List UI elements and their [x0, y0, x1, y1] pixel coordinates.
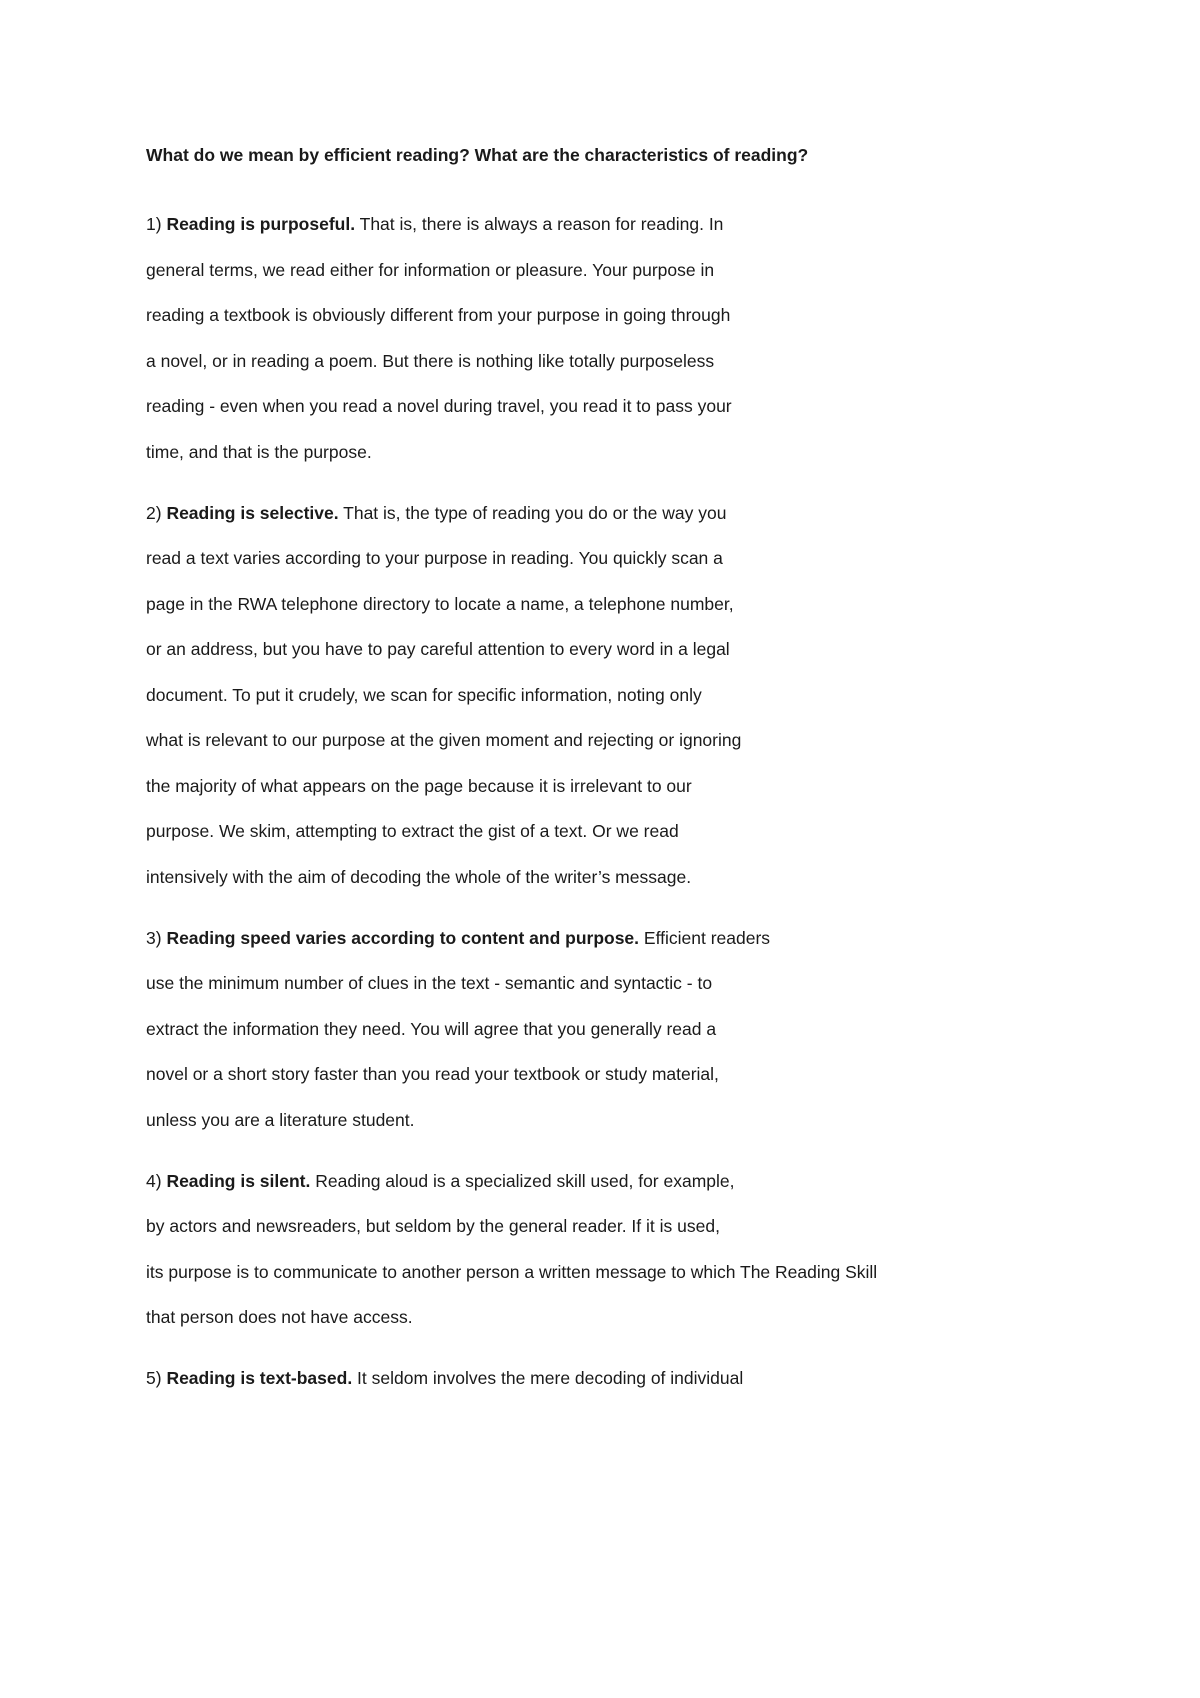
section-3-title: Reading speed varies according to content and purpose.	[166, 927, 640, 948]
section-2-line-1	[146, 502, 1046, 524]
section-4-line-4: that person does not have access.	[146, 1307, 413, 1327]
section-3	[146, 927, 1046, 1131]
section-4-title: Reading is silent.	[166, 1170, 311, 1191]
section-4-line-3: its purpose is to communicate to another person a written message to which The Reading Skill	[146, 1261, 878, 1282]
section-1-title: Reading is purposeful.	[166, 214, 356, 234]
section-5-number: 5)	[146, 1368, 162, 1388]
section-3-first-rest: Efficient readers	[639, 927, 771, 948]
section-1	[146, 213, 1046, 463]
section-2-line-3: page in the RWA telephone directory to locate a name, a telephone number,	[146, 593, 734, 614]
section-5-line-1	[146, 1367, 1046, 1389]
section-2	[146, 502, 1046, 888]
section-4	[146, 1170, 1046, 1329]
section-2-line-9: intensively with the aim of decoding the whole of the writer’s message.	[146, 866, 692, 887]
section-2-first-rest: That is, the type of reading you do or the way you	[338, 502, 727, 523]
section-2-title: Reading is selective.	[166, 502, 339, 523]
section-1-line-4: a novel, or in reading a poem. But there is nothing like totally purposeless	[146, 350, 715, 371]
section-1-line-2: general terms, we read either for information or pleasure. Your purpose in	[146, 259, 715, 280]
section-1-line-5: reading - even when you read a novel during travel, you read it to pass your	[146, 396, 732, 416]
section-2-line-5: document. To put it crudely, we scan for specific information, noting only	[146, 684, 702, 705]
section-5	[146, 1367, 1046, 1389]
section-1-line-1	[146, 213, 1046, 235]
section-3-line-2: use the minimum number of clues in the text - semantic and syntactic - to	[146, 973, 713, 993]
section-5-first-rest: It seldom involves the mere decoding of individual	[352, 1368, 744, 1388]
section-4-line-2: by actors and newsreaders, but seldom by the general reader. If it is used,	[146, 1216, 720, 1236]
section-5-title: Reading is text-based.	[166, 1368, 353, 1388]
section-3-line-4: novel or a short story faster than you read your textbook or study material,	[146, 1064, 719, 1084]
section-3-line-1	[146, 927, 1046, 949]
section-1-line-6: time, and that is the purpose.	[146, 441, 372, 462]
section-1-first-rest: That is, there is always a reason for reading. In	[355, 214, 724, 234]
section-1-line-3: reading a textbook is obviously different from your purpose in going through	[146, 305, 731, 325]
section-2-line-8: purpose. We skim, attempting to extract the gist of a text. Or we read	[146, 821, 679, 841]
section-3-line-5: unless you are a literature student.	[146, 1109, 415, 1130]
section-4-line-1	[146, 1170, 1046, 1192]
document-heading: What do we mean by efficient reading? What are the characteristics of reading?	[146, 145, 809, 165]
section-4-number: 4)	[146, 1170, 162, 1191]
document-body	[146, 144, 1046, 1413]
section-2-line-4: or an address, but you have to pay careful attention to every word in a legal	[146, 639, 730, 659]
section-3-line-3: extract the information they need. You will agree that you generally read a	[146, 1018, 717, 1039]
section-3-number: 3)	[146, 927, 162, 948]
section-1-number: 1)	[146, 214, 162, 234]
section-2-line-2: read a text varies according to your purpose in reading. You quickly scan a	[146, 548, 723, 568]
section-2-number: 2)	[146, 502, 162, 523]
section-2-line-7: the majority of what appears on the page because it is irrelevant to our	[146, 775, 692, 796]
section-2-line-6: what is relevant to our purpose at the given moment and rejecting or ignoring	[146, 730, 742, 750]
section-4-first-rest: Reading aloud is a specialized skill used, for example,	[310, 1170, 735, 1191]
